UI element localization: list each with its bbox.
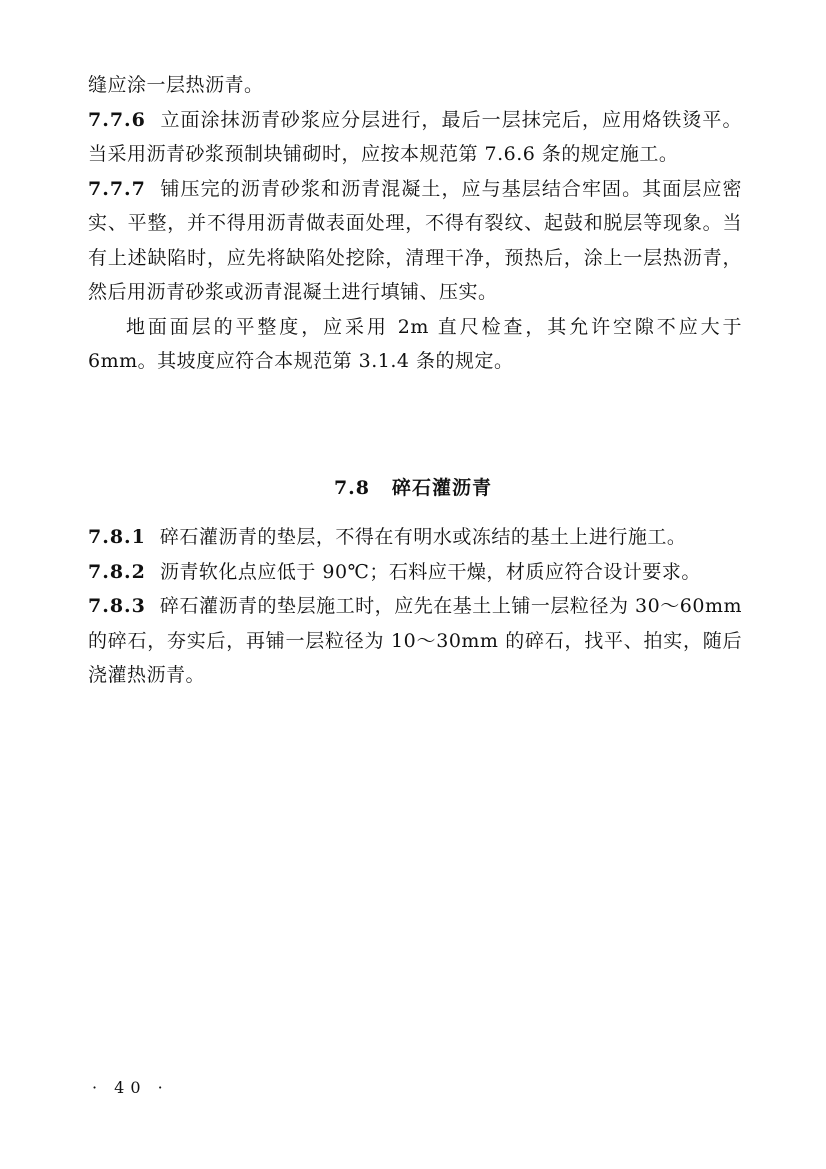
clause-text: 沥青软化点应低于 90℃；石料应干燥，材质应符合设计要求。 (159, 560, 701, 583)
clause-7-8-3 (88, 589, 742, 693)
paragraph-continuation: 缝应涂一层热沥青。 (88, 74, 264, 96)
paragraph-flatness: 地面面层的平整度，应采用 2m 直尺检查，其允许空隙不应大于 6mm。其坡度应符合本规范第 3.1.4 条的规定。 (88, 315, 742, 372)
clause-number: 7.7.7 (88, 177, 146, 200)
clause-text: 碎石灌沥青的垫层施工时，应先在基土上铺一层粒径为 30～60mm 的碎石，夯实后，再铺一层粒径为 10～30mm 的碎石，找平、拍实，随后浇灌热沥青。 (88, 595, 742, 686)
clause-number: 7.8.3 (88, 595, 146, 617)
section-title: 碎石灌沥青 (392, 477, 493, 499)
clause-number: 7.8.2 (88, 560, 146, 583)
clause-7-7-6 (88, 103, 742, 172)
clause-number: 7.7.6 (88, 108, 146, 131)
clause-text: 碎石灌沥青的垫层，不得在有明水或冻结的基土上进行施工。 (159, 526, 687, 548)
section-number: 7.8 (333, 477, 371, 499)
clause-text: 铺压完的沥青砂浆和沥青混凝土，应与基层结合牢固。其面层应密实、平整，并不得用沥青做表面处理，不得有裂纹、起鼓和脱层等现象。当有上述缺陷时，应先将缺陷处挖除，清理干净，预热后，涂上一层热沥青，然后用沥青砂浆或沥青混凝土进行填铺、压实。 (88, 177, 742, 303)
clause-7-8-2 (88, 555, 742, 590)
page-number: · 40 · (92, 1078, 169, 1097)
text-block-7-7 (88, 68, 742, 379)
section-heading (0, 473, 826, 500)
clause-7-7-7 (88, 172, 742, 310)
text-block-7-8 (88, 520, 742, 693)
clause-number: 7.8.1 (88, 526, 146, 548)
clause-text: 立面涂抹沥青砂浆应分层进行，最后一层抹完后，应用烙铁烫平。当采用沥青砂浆预制块铺砌时，应按本规范第 7.6.6 条的规定施工。 (88, 108, 742, 165)
clause-7-8-1 (88, 520, 742, 555)
